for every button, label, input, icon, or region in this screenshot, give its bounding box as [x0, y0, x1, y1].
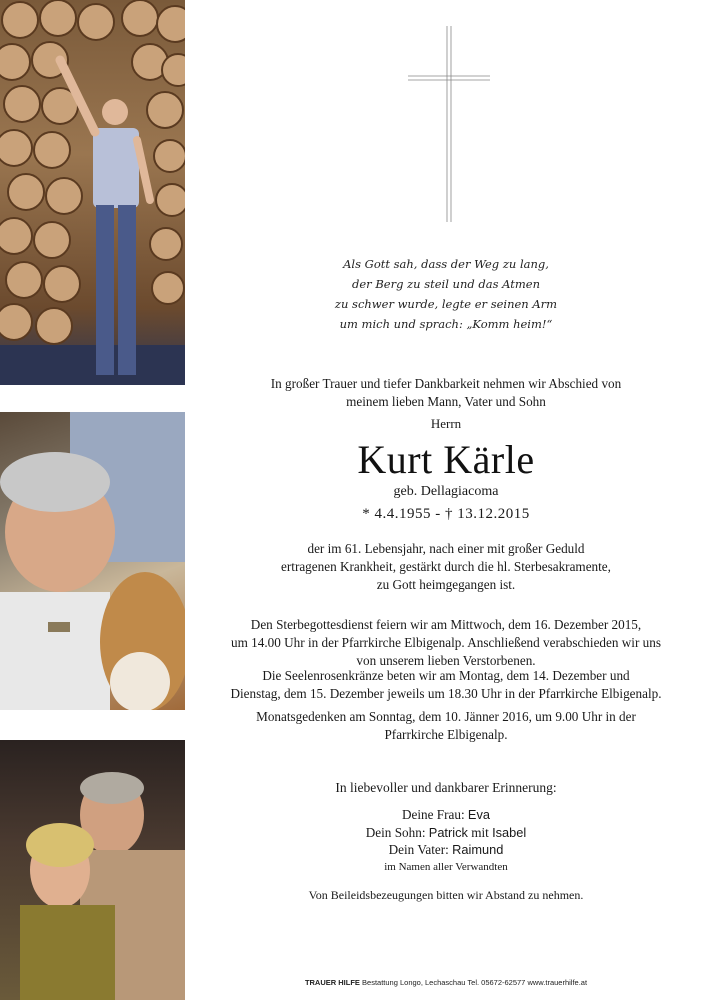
footer-brand: TRAUER HILFE	[304, 978, 360, 987]
cross-icon	[408, 26, 490, 222]
life-dates: * 4.4.1955 - † 13.12.2015	[362, 506, 530, 522]
condolence-request: Von Beileidsbezeugungen bitten wir Abstand zu nehmen.	[308, 888, 584, 902]
family-son: Dein Sohn: Patrick mit Isabel	[365, 824, 527, 840]
rosary-text: Die Seelenrosenkränze beten wir am Montag, dem 14. Dezember und Dienstag, dem 15. Dezember jeweils um 18.30 Uhr in der Pfarrkirche Elbigenalp.	[230, 668, 662, 701]
birth-name: geb. Dellagiacoma	[393, 484, 499, 499]
intro-text: In großer Trauer und tiefer Dankbarkeit nehmen wir Abschied von meinem lieben Mann, Vater und Sohn	[270, 376, 622, 409]
memorial-text: Monatsgedenken am Sonntag, dem 10. Jänner 2016, um 9.00 Uhr in der Pfarrkirche Elbigenalp.	[256, 709, 636, 742]
deceased-name: Kurt Kärle	[357, 437, 535, 482]
poem-line: zu schwer wurde, legte er seinen Arm	[334, 297, 558, 311]
family-list	[185, 806, 707, 876]
family-father: Dein Vater: Raimund	[388, 842, 504, 857]
photo-man-with-logs	[0, 0, 185, 385]
footer-details: Bestattung Longo, Lechaschau Tel. 05672-62577 www.trauerhilfe.at	[362, 978, 588, 987]
family-wife: Deine Frau: Eva	[402, 807, 490, 822]
poem	[185, 254, 707, 334]
obituary-text: der im 61. Lebensjahr, nach einer mit großer Geduld ertragenen Krankheit, gestärkt durch die hl. Sterbesakramente, zu Gott heimgegangen ist.	[281, 541, 611, 592]
photo-man-sleeping-with-dog	[0, 412, 185, 710]
remembrance-heading: In liebevoller und dankbarer Erinnerung:	[335, 780, 557, 795]
poem-line: um mich und sprach: „Komm heim!“	[339, 317, 553, 331]
family-relatives: im Namen aller Verwandten	[384, 860, 508, 873]
photo-couple	[0, 740, 185, 1000]
poem-line: Als Gott sah, dass der Weg zu lang,	[343, 257, 549, 271]
salutation: Herrn	[430, 416, 462, 431]
funeral-service-text: Den Sterbegottesdienst feiern wir am Mittwoch, dem 16. Dezember 2015, um 14.00 Uhr in der Pfarrkirche Elbigenalp. Anschließend verabschieden wir uns von unserem lieben Verstorbenen.	[231, 617, 661, 668]
footer	[185, 978, 707, 987]
poem-line: der Berg zu steil und das Atmen	[352, 277, 540, 291]
